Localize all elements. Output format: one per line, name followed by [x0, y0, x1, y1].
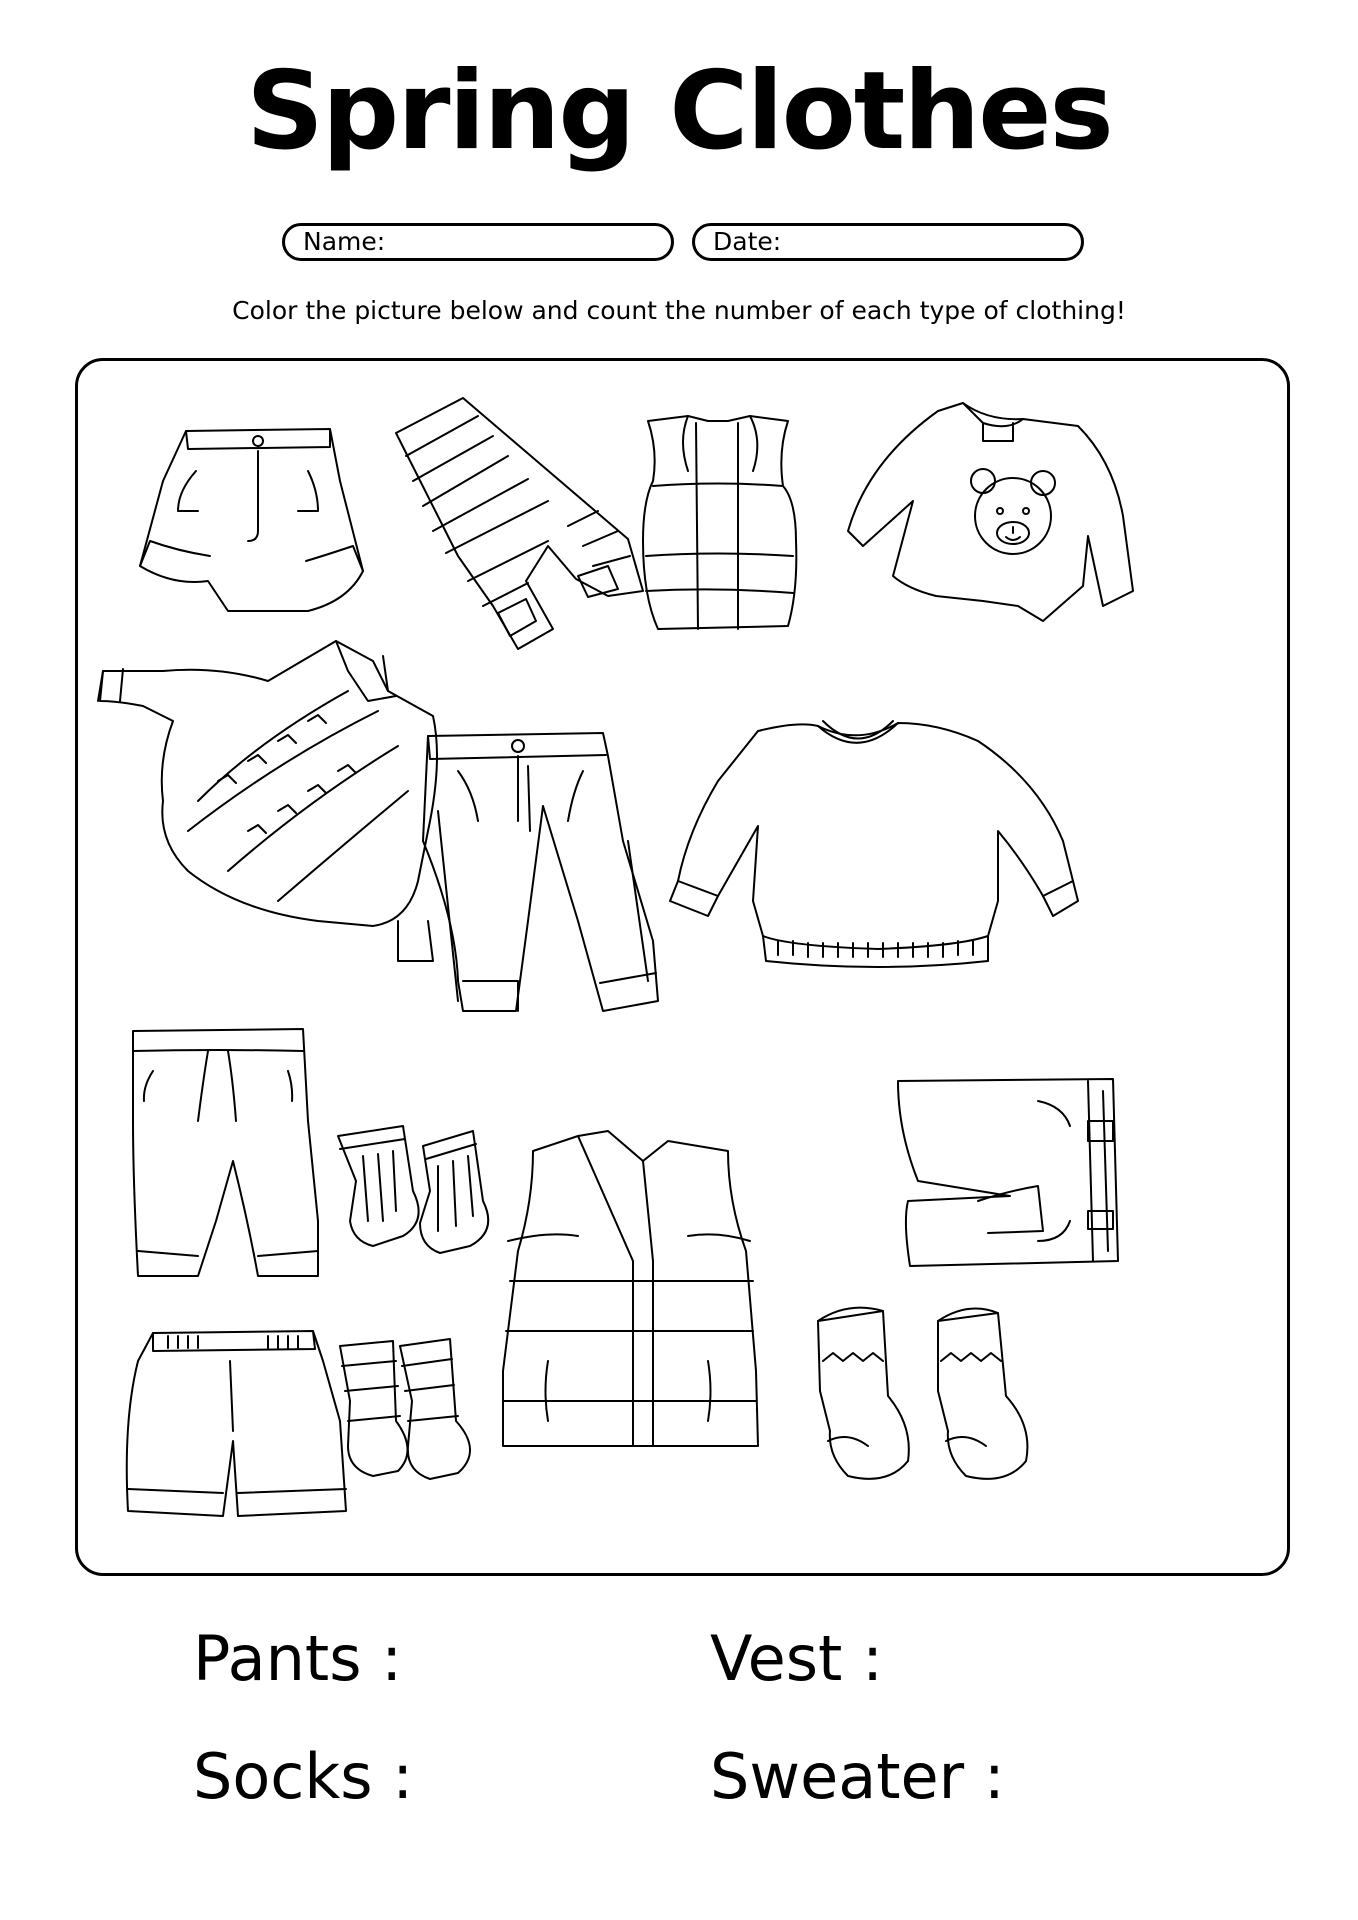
- coloring-frame: [75, 358, 1290, 1576]
- striped-pants-icon: [396, 398, 643, 649]
- cable-knit-sweater-icon: [98, 641, 437, 961]
- zip-vest-icon: [503, 1131, 758, 1446]
- name-field[interactable]: [282, 223, 674, 261]
- jeans-icon: [423, 733, 658, 1011]
- vest-count-label: Vest :: [710, 1622, 883, 1695]
- puffer-vest-icon: [643, 416, 796, 629]
- date-label: Date:: [713, 227, 782, 256]
- instructions: Color the picture below and count the number of each type of clothing!: [232, 296, 1126, 325]
- joggers-icon: [133, 1029, 318, 1276]
- pants-count-label: Pants :: [193, 1622, 403, 1695]
- wavy-socks-icon: [818, 1308, 1027, 1479]
- shorts-icon: [140, 429, 363, 611]
- date-field[interactable]: [692, 223, 1084, 261]
- sweater-count-label: Sweater :: [710, 1740, 1005, 1813]
- striped-socks-icon: [338, 1126, 488, 1253]
- worksheet-title: Spring Clothes: [246, 49, 1112, 174]
- crew-sweater-icon: [670, 721, 1078, 967]
- bottom-shorts-icon: [127, 1331, 346, 1516]
- name-label: Name:: [303, 227, 386, 256]
- striped-socks-2-icon: [340, 1339, 470, 1479]
- cargo-pants-icon: [898, 1079, 1118, 1266]
- socks-count-label: Socks :: [193, 1740, 414, 1813]
- bear-sweater-icon: [848, 403, 1133, 621]
- clothing-illustrations: [78, 361, 1287, 1573]
